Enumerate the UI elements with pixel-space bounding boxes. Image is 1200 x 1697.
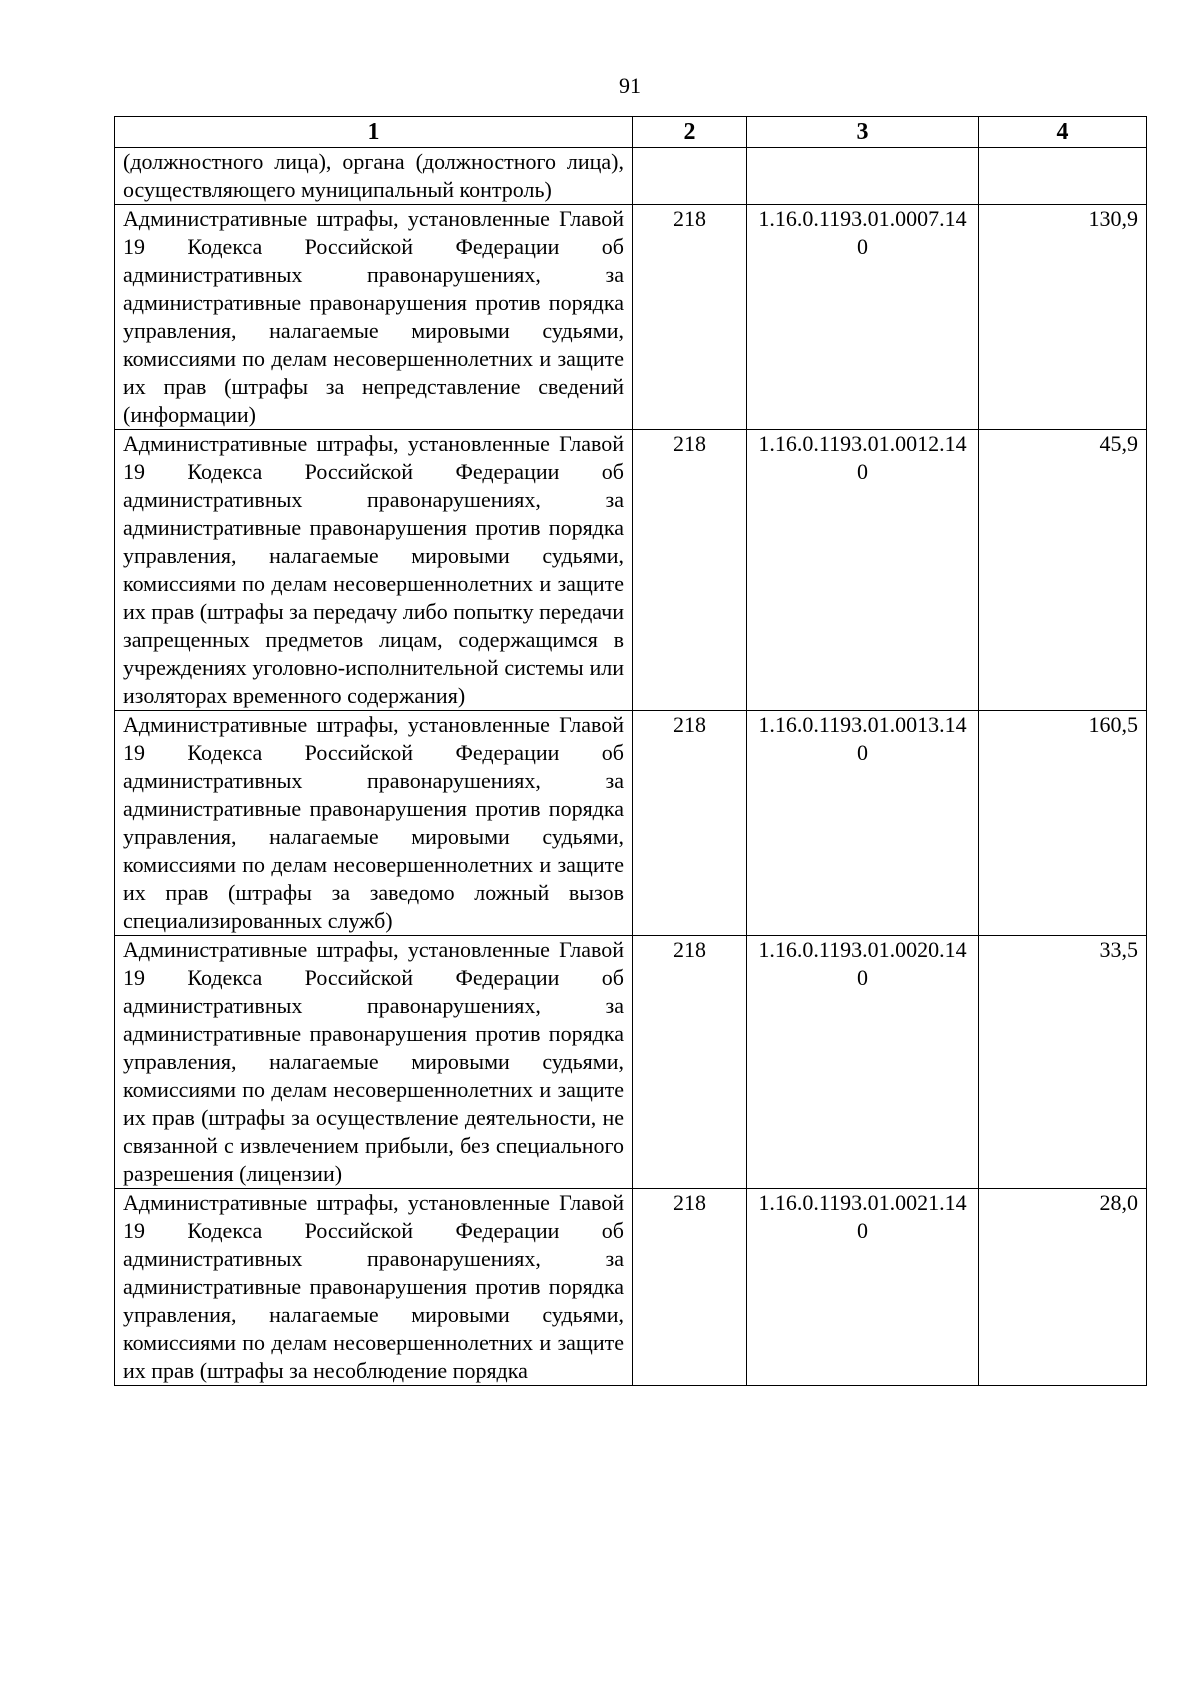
income-name-cell: Административные штрафы, установленные Главой 19 Кодекса Российской Федерации об административных правонарушениях, за административные правонарушения против порядка управления, налагаемые мировыми судьями, комиссиями по делам несовершеннолетних и защите их прав (штрафы за осуществление деятельности, не связанной с извлечением прибыли, без специального разрешения (лицензии) (115, 936, 633, 1189)
header-row (115, 117, 1147, 148)
amount-cell: 130,9 (979, 205, 1147, 430)
page-number: 91 (619, 73, 641, 98)
budget-classification-code-cell: 1.16.0.1193.01.0020.140 (747, 936, 979, 1189)
amount-cell (979, 148, 1147, 205)
administrator-code-cell: 218 (633, 936, 747, 1189)
administrator-code-cell: 218 (633, 205, 747, 430)
income-name-cell: Административные штрафы, установленные Главой 19 Кодекса Российской Федерации об административных правонарушениях, за административные правонарушения против порядка управления, налагаемые мировыми судьями, комиссиями по делам несовершеннолетних и защите их прав (штрафы за непредставление сведений (информации) (115, 205, 633, 430)
administrator-code-cell: 218 (633, 1189, 747, 1386)
column-header-4: 4 (979, 117, 1147, 148)
column-header-2: 2 (633, 117, 747, 148)
income-name-cell: Административные штрафы, установленные Главой 19 Кодекса Российской Федерации об административных правонарушениях, за административные правонарушения против порядка управления, налагаемые мировыми судьями, комиссиями по делам несовершеннолетних и защите их прав (штрафы за передачу либо попытку передачи запрещенных предметов лицам, содержащимся в учреждениях уголовно-исполнительной системы или изоляторах временного содержания) (115, 430, 633, 711)
table-row (115, 430, 1147, 711)
income-name-cell: (должностного лица), органа (должностного лица), осуществляющего муниципальный контроль) (115, 148, 633, 205)
table-row (115, 711, 1147, 936)
table-row (115, 148, 1147, 205)
table-row (115, 1189, 1147, 1386)
income-name-cell: Административные штрафы, установленные Главой 19 Кодекса Российской Федерации об административных правонарушениях, за административные правонарушения против порядка управления, налагаемые мировыми судьями, комиссиями по делам несовершеннолетних и защите их прав (штрафы за заведомо ложный вызов специализированных служб) (115, 711, 633, 936)
budget-classification-code-cell: 1.16.0.1193.01.0021.140 (747, 1189, 979, 1386)
table-row (115, 936, 1147, 1189)
budget-classification-code-cell: 1.16.0.1193.01.0012.140 (747, 430, 979, 711)
column-header-1: 1 (115, 117, 633, 148)
amount-cell: 28,0 (979, 1189, 1147, 1386)
table-row (115, 205, 1147, 430)
amount-cell: 160,5 (979, 711, 1147, 936)
revenue-table (114, 116, 1147, 1386)
administrator-code-cell: 218 (633, 430, 747, 711)
administrator-code-cell: 218 (633, 711, 747, 936)
income-name-cell: Административные штрафы, установленные Главой 19 Кодекса Российской Федерации об административных правонарушениях, за административные правонарушения против порядка управления, налагаемые мировыми судьями, комиссиями по делам несовершеннолетних и защите их прав (штрафы за несоблюдение порядка (115, 1189, 633, 1386)
budget-classification-code-cell: 1.16.0.1193.01.0013.140 (747, 711, 979, 936)
budget-classification-code-cell (747, 148, 979, 205)
column-header-3: 3 (747, 117, 979, 148)
amount-cell: 45,9 (979, 430, 1147, 711)
amount-cell: 33,5 (979, 936, 1147, 1189)
budget-classification-code-cell: 1.16.0.1193.01.0007.140 (747, 205, 979, 430)
administrator-code-cell (633, 148, 747, 205)
